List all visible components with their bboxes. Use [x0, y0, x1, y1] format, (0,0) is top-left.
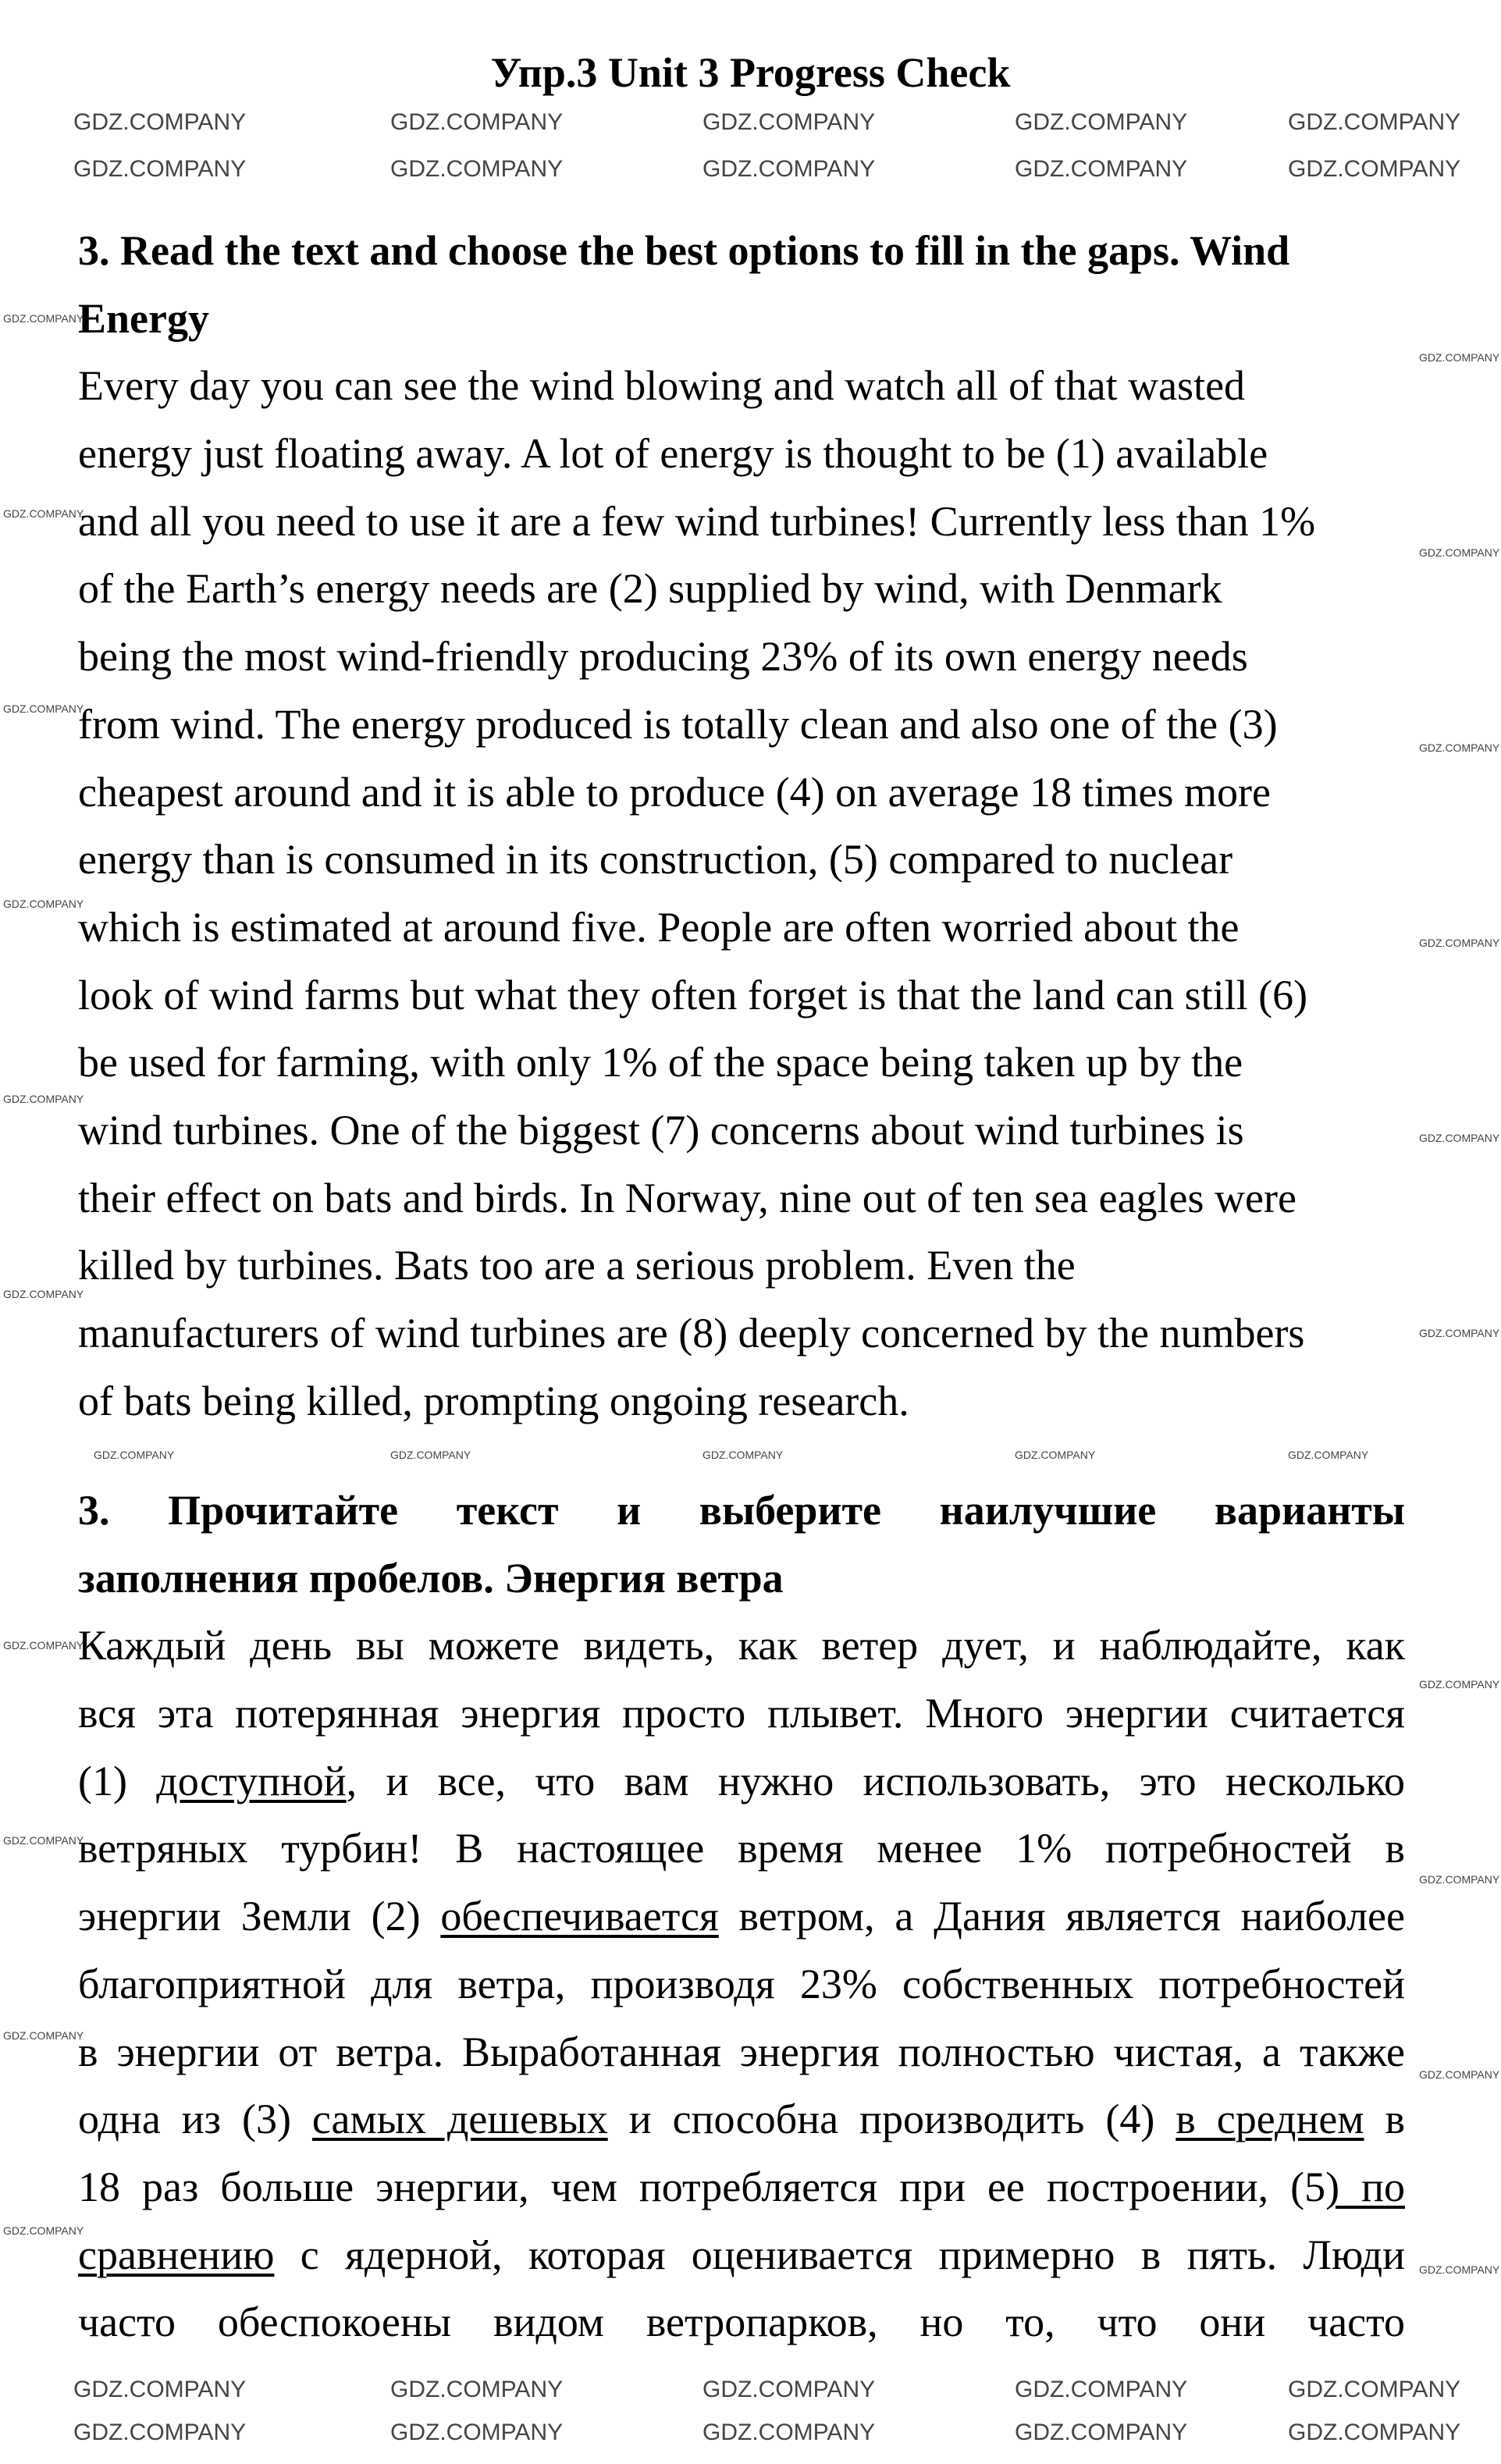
watermark: GDZ.COMPANY — [1419, 1327, 1500, 1339]
watermark: GDZ.COMPANY — [1015, 109, 1188, 135]
watermark: GDZ.COMPANY — [390, 2420, 564, 2445]
english-heading: 3. Read the text and choose the best options to fill in the gaps. Wind — [78, 227, 1290, 274]
english-text — [78, 352, 1405, 1435]
text-segment: благоприятной для ветра, производя 23% собственных потребностей — [78, 1960, 1405, 2007]
watermark: GDZ.COMPANY — [94, 1449, 175, 1461]
watermark: GDZ.COMPANY — [1419, 546, 1500, 559]
text-line: wind turbines. One of the biggest (7) concerns about wind turbines is — [78, 1106, 1244, 1154]
watermark: GDZ.COMPANY — [1419, 741, 1500, 754]
text-line: look of wind farms but what they often forget is that the land can still (6) — [78, 971, 1308, 1019]
text-line: of bats being killed, prompting ongoing research. — [78, 1377, 909, 1424]
watermark: GDZ.COMPANY — [1419, 1678, 1500, 1691]
watermark: GDZ.COMPANY — [1015, 1449, 1096, 1461]
english-section — [78, 217, 1405, 1435]
watermark: GDZ.COMPANY — [3, 507, 84, 520]
text-line — [78, 2085, 1405, 2153]
text-line: killed by turbines. Bats too are a serious problem. Even the — [78, 1242, 1076, 1289]
russian-section — [78, 1477, 1405, 2356]
text-line: Every day you can see the wind blowing and watch all of that wasted — [78, 362, 1246, 410]
text-line — [78, 1680, 1405, 1748]
answer-underlined: ) по — [1325, 2163, 1405, 2210]
text-segment: в — [1364, 2096, 1405, 2143]
watermark: GDZ.COMPANY — [3, 1093, 84, 1105]
text-line: their effect on bats and birds. In Norway, nine out of ten sea eagles were — [78, 1174, 1296, 1221]
russian-heading: 3. Прочитайте текст и выберите наилучшие варианты — [78, 1487, 1405, 1534]
watermark: GDZ.COMPANY — [1288, 1449, 1369, 1461]
text-segment: вся эта потерянная энергия просто плывет. Много энергии считается — [78, 1690, 1405, 1737]
text-segment: с ядерной, которая оценивается примерно в пять. Люди — [274, 2231, 1405, 2278]
watermark: GDZ.COMPANY — [702, 2377, 876, 2402]
text-line: energy than is consumed in its construction, (5) compared to nuclear — [78, 836, 1233, 884]
watermark: GDZ.COMPANY — [3, 702, 84, 715]
text-segment: ветряных турбин! В настоящее время менее 1% потребностей в — [78, 1825, 1405, 1872]
watermark: GDZ.COMPANY — [1419, 937, 1500, 949]
watermark: GDZ.COMPANY — [3, 1288, 84, 1300]
text-segment: энергии Земли (2) — [78, 1893, 441, 1940]
text-line: energy just floating away. A lot of energy is thought to be (1) available — [78, 430, 1268, 478]
text-line — [78, 2288, 1405, 2356]
russian-heading: заполнения пробелов. Энергия ветра — [78, 1554, 784, 1602]
text-line: which is estimated at around five. People are often worried about the — [78, 903, 1240, 951]
text-line — [78, 1612, 1405, 1680]
text-line: from wind. The energy produced is totally clean and also one of the (3) — [78, 700, 1278, 748]
watermark: GDZ.COMPANY — [1288, 109, 1461, 135]
watermark: GDZ.COMPANY — [3, 312, 84, 325]
watermark: GDZ.COMPANY — [3, 2029, 84, 2042]
watermark: GDZ.COMPANY — [1288, 2420, 1461, 2445]
answer-underlined: доступной — [156, 1757, 347, 1804]
watermark: GDZ.COMPANY — [73, 2420, 247, 2445]
watermark: GDZ.COMPANY — [390, 1449, 471, 1461]
watermark: GDZ.COMPANY — [3, 898, 84, 910]
text-line: and all you need to use it are a few wind turbines! Currently less than 1% — [78, 497, 1316, 545]
russian-text — [78, 1612, 1405, 2356]
text-line — [78, 2153, 1405, 2221]
watermark: GDZ.COMPANY — [702, 156, 876, 182]
watermark: GDZ.COMPANY — [73, 2377, 247, 2402]
text-line — [78, 1950, 1405, 2018]
watermark: GDZ.COMPANY — [3, 2224, 84, 2237]
watermark: GDZ.COMPANY — [702, 2420, 876, 2445]
watermark: GDZ.COMPANY — [702, 1449, 784, 1461]
watermark: GDZ.COMPANY — [390, 156, 564, 182]
text-segment: одна из (3) — [78, 2096, 312, 2143]
answer-underlined: сравнению — [78, 2231, 275, 2278]
watermark: GDZ.COMPANY — [1015, 2377, 1188, 2402]
text-line: be used for farming, with only 1% of the space being taken up by the — [78, 1039, 1243, 1086]
text-segment: часто обеспокоены видом ветропарков, но то, что они часто — [78, 2299, 1405, 2346]
page-title: Упр.3 Unit 3 Progress Check — [490, 49, 1011, 96]
watermark: GDZ.COMPANY — [1419, 351, 1500, 364]
text-segment: ветром, а Дания является наиболее — [718, 1893, 1405, 1940]
text-line — [78, 1883, 1405, 1950]
text-line — [78, 2221, 1405, 2289]
watermark: GDZ.COMPANY — [3, 1639, 84, 1652]
watermark: GDZ.COMPANY — [1419, 1132, 1500, 1144]
text-line: of the Earth’s energy needs are (2) supplied by wind, with Denmark — [78, 565, 1222, 613]
text-line: manufacturers of wind turbines are (8) deeply concerned by the numbers — [78, 1310, 1305, 1356]
watermark: GDZ.COMPANY — [1419, 2068, 1500, 2081]
watermark: GDZ.COMPANY — [1288, 156, 1461, 182]
text-segment: (1) — [78, 1757, 157, 1804]
watermark: GDZ.COMPANY — [1419, 1873, 1500, 1886]
answer-underlined: самых дешевых — [311, 2096, 608, 2143]
answer-underlined: обеспечивается — [440, 1893, 719, 1940]
text-line: cheapest around and it is able to produce (4) on average 18 times more — [78, 768, 1271, 816]
text-segment: в энергии от ветра. Выработанная энергия полностью чистая, а также — [78, 2028, 1405, 2075]
watermark: GDZ.COMPANY — [73, 109, 247, 135]
watermark: GDZ.COMPANY — [390, 2377, 564, 2402]
watermark: GDZ.COMPANY — [73, 156, 247, 182]
watermark: GDZ.COMPANY — [1419, 2263, 1500, 2276]
watermark: GDZ.COMPANY — [1015, 156, 1188, 182]
english-heading: Energy — [78, 294, 209, 342]
watermark: GDZ.COMPANY — [3, 1834, 84, 1847]
text-line — [78, 1748, 1405, 1815]
watermark: GDZ.COMPANY — [702, 109, 876, 135]
watermark: GDZ.COMPANY — [1288, 2377, 1461, 2402]
text-segment: и способна производить (4) — [607, 2096, 1176, 2143]
text-line: being the most wind-friendly producing 23% of its own energy needs — [78, 633, 1248, 681]
watermark: GDZ.COMPANY — [1015, 2420, 1188, 2445]
text-segment: 18 раз больше энергии, чем потребляется при ее построении, (5 — [78, 2163, 1326, 2210]
watermark: GDZ.COMPANY — [390, 109, 564, 135]
text-line — [78, 2018, 1405, 2086]
text-segment: , и все, что вам нужно использовать, это несколько — [346, 1757, 1405, 1804]
text-line — [78, 1815, 1405, 1883]
answer-underlined: в среднем — [1176, 2096, 1364, 2143]
text-segment: Каждый день вы можете видеть, как ветер дует, и наблюдайте, как — [78, 1622, 1405, 1669]
